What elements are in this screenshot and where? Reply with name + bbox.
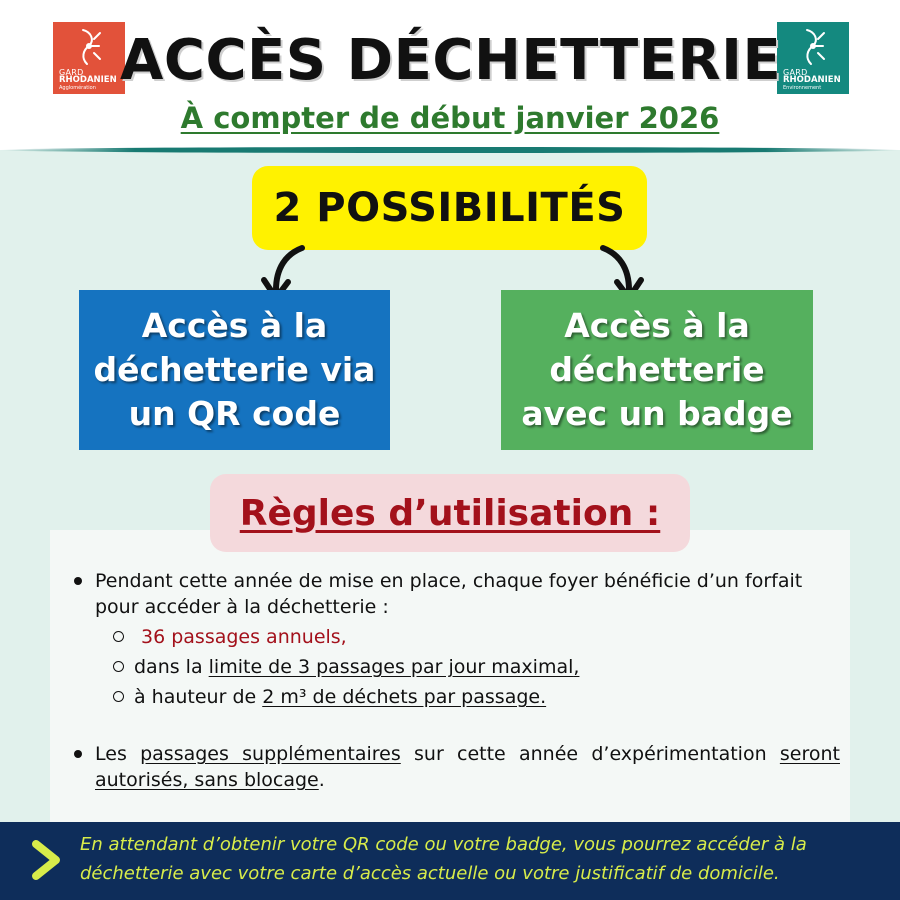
rules-sub-item-3-prefix: à hauteur de	[134, 686, 263, 708]
rules-sub-item-2-underlined: limite de 3 passages par jour maximal	[208, 656, 574, 678]
possibilities-heading: 2 POSSIBILITÉS	[252, 166, 647, 250]
badge-access-option	[501, 290, 813, 450]
logo-line-3: Environnement	[783, 85, 822, 91]
rules-heading: Règles d’utilisation :	[210, 474, 690, 552]
qr-code-access-option	[79, 290, 390, 450]
rules-bullet-2-prefix: Les	[95, 743, 141, 765]
header-divider	[0, 147, 900, 153]
badge-option-line-2: déchetterie	[549, 350, 765, 389]
rules-bullet-2	[95, 741, 840, 793]
chevron-right-icon	[30, 838, 64, 882]
logo-line-1: GARD	[59, 68, 84, 77]
gard-rhodanien-agglomeration-logo	[53, 22, 125, 94]
rules-bullet-2-underlined-2: seront autorisés, sans blocage	[95, 743, 840, 791]
bullet-dot-icon	[74, 750, 82, 758]
sub-bullet-circle-icon	[113, 661, 124, 672]
badge-option-line-1: Accès à la	[564, 306, 750, 345]
logo-mark-icon	[53, 24, 125, 68]
page-title: ACCÈS DÉCHETTERIE	[120, 28, 782, 93]
bullet-dot-icon	[74, 577, 82, 585]
rules-bullet-2-middle: sur cette année d’expérimentation	[400, 743, 780, 765]
page-subtitle: À compter de début janvier 2026	[180, 101, 720, 135]
logo-line-2: RHODANIEN	[59, 75, 117, 85]
rules-sub-item-3-underlined: 2 m³ de déchets par passage.	[262, 686, 547, 708]
sub-bullet-circle-icon	[113, 631, 124, 642]
rules-sub-item-2-suffix: ,	[573, 656, 580, 678]
logo-line-1: GARD	[783, 68, 808, 77]
rules-sub-item-3	[134, 684, 546, 710]
qr-option-line-1: Accès à la	[141, 306, 328, 345]
logo-line-2: RHODANIEN	[783, 75, 841, 85]
rules-sub-item-2	[134, 654, 579, 680]
qr-option-line-3: un QR code	[128, 394, 341, 433]
rules-sub-item-1: 36 passages annuels,	[141, 626, 347, 648]
footer-note: En attendant d’obtenir votre QR code ou votre badge, vous pourrez accéder à la déchetterie avec votre carte d’accès actuelle ou votre justificatif de domicile.	[80, 834, 807, 884]
rules-bullet-2-suffix: .	[318, 769, 325, 791]
rules-bullet-1: Pendant cette année de mise en place, chaque foyer bénéficie d’un forfait pour accéder à la déchetterie :	[95, 570, 803, 618]
gard-rhodanien-environnement-logo	[777, 22, 849, 94]
qr-option-line-2: déchetterie via	[93, 350, 376, 389]
rules-sub-item-2-prefix: dans la	[134, 656, 209, 678]
rules-bullet-2-underlined-1: passages supplémentaires	[140, 743, 401, 765]
badge-option-line-3: avec un badge	[521, 394, 793, 433]
logo-mark-icon	[777, 24, 849, 68]
sub-bullet-circle-icon	[113, 691, 124, 702]
logo-line-3: Agglomération	[59, 85, 96, 91]
